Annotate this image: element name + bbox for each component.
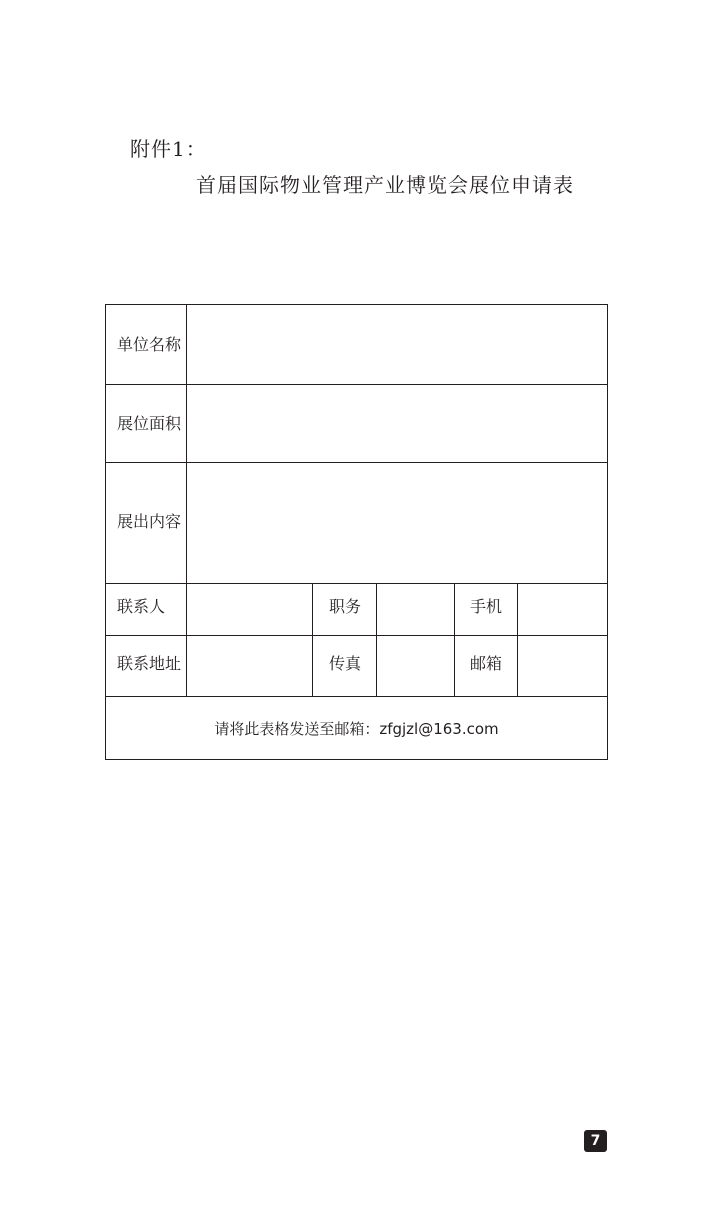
row-divider	[106, 635, 607, 636]
exhibit-content-label: 展出内容	[117, 512, 182, 531]
fax-label: 传真	[329, 654, 362, 673]
row-divider	[106, 696, 607, 697]
booth-area-label: 展位面积	[117, 414, 182, 433]
mobile-label: 手机	[470, 597, 503, 616]
page-title: 首届国际物业管理产业博览会展位申请表	[196, 173, 574, 197]
booth-area-field	[187, 385, 607, 462]
contact-person-label: 联系人	[117, 597, 166, 616]
page-number-badge: 7	[584, 1130, 607, 1152]
unit-name-field	[187, 305, 607, 384]
row-divider	[106, 583, 607, 584]
exhibit-content-field	[187, 463, 607, 583]
position-label: 职务	[329, 597, 362, 616]
column-divider	[312, 583, 313, 696]
column-divider	[517, 583, 518, 696]
booth-application-form	[105, 304, 608, 760]
column-divider	[454, 583, 455, 696]
column-divider	[376, 583, 377, 696]
contact-address-label: 联系地址	[117, 654, 182, 673]
email-label: 邮箱	[470, 654, 503, 673]
attachment-label: 附件1：	[130, 137, 207, 161]
submission-note: 请将此表格发送至邮箱：zfgjzl@163.com	[214, 720, 499, 738]
unit-name-label: 单位名称	[117, 335, 182, 354]
